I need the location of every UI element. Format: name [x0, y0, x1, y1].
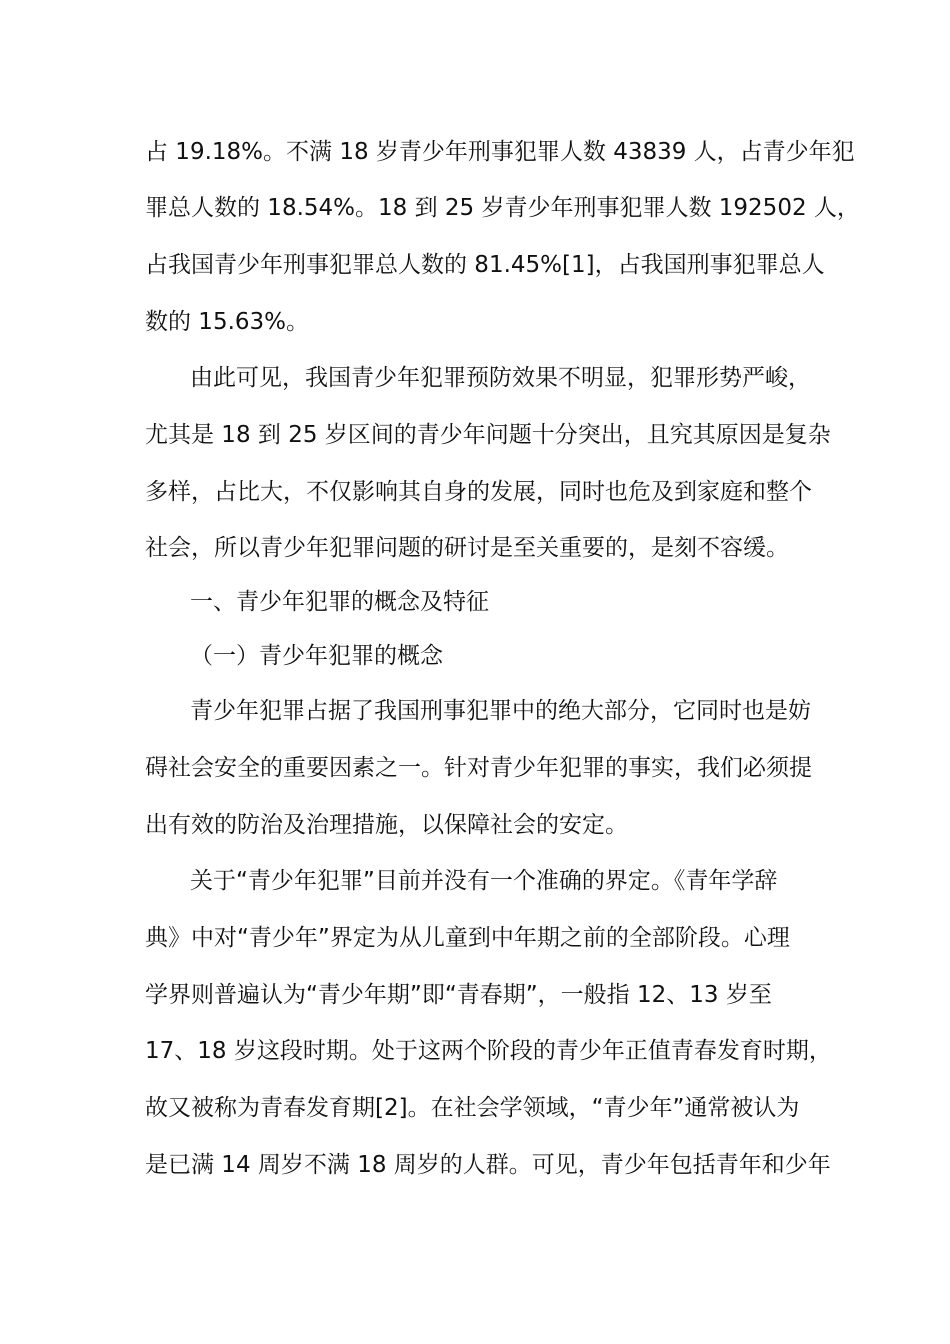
text-line: 占 19.18%。不满 18 岁青少年刑事犯罪人数 43839 人，占青少年犯 [145, 139, 855, 165]
text-line: 罪总人数的 18.54%。18 到 25 岁青少年刑事犯罪人数 192502 人， [145, 195, 860, 221]
text-line: 占我国青少年刑事犯罪总人数的 81.45%[1]，占我国刑事犯罪总人 [145, 252, 825, 278]
text-line: 学界则普遍认为“青少年期”即“青春期”，一般指 12、13 岁至 [145, 982, 772, 1008]
text-line: 社会，所以青少年犯罪问题的研讨是至关重要的，是刻不容缓。 [145, 535, 789, 561]
paragraph-first-line: 关于“青少年犯罪”目前并没有一个准确的界定。《青年学辞 [190, 868, 778, 894]
text-line: 故又被称为青春发育期[2]。在社会学领域，“青少年”通常被认为 [145, 1095, 800, 1121]
text-line: 尤其是 18 到 25 岁区间的青少年问题十分突出，且究其原因是复杂 [145, 422, 831, 448]
paragraph-first-line: 由此可见，我国青少年犯罪预防效果不明显，犯罪形势严峻， [190, 365, 811, 391]
text-line: 是已满 14 周岁不满 18 周岁的人群。可见，青少年包括青年和少年 [145, 1152, 831, 1178]
text-line: 17、18 岁这段时期。处于这两个阶段的青少年正值青春发育时期， [145, 1038, 832, 1064]
paragraph-first-line: 青少年犯罪占据了我国刑事犯罪中的绝大部分，它同时也是妨 [190, 698, 811, 724]
text-line: 多样，占比大，不仅影响其自身的发展，同时也危及到家庭和整个 [145, 479, 812, 505]
text-line: 碍社会安全的重要因素之一。针对青少年犯罪的事实，我们必须提 [145, 755, 812, 781]
subsection-heading: （一）青少年犯罪的概念 [190, 643, 443, 669]
text-line: 数的 15.63%。 [145, 309, 310, 335]
text-line: 出有效的防治及治理措施，以保障社会的安定。 [145, 812, 628, 838]
section-heading: 一、青少年犯罪的概念及特征 [190, 589, 489, 615]
text-line: 典》中对“青少年”界定为从儿童到中年期之前的全部阶段。心理 [145, 925, 790, 951]
